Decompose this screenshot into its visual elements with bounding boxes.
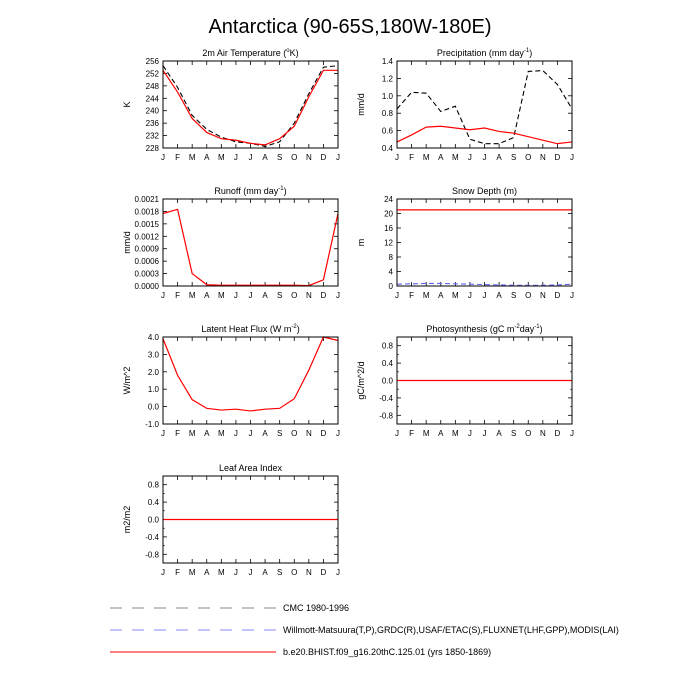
x-tick-label: J (161, 568, 165, 577)
panel-title-rest: day (519, 324, 535, 334)
panel-title (214, 186, 286, 196)
x-tick-label: J (570, 291, 574, 300)
x-tick-label: M (217, 291, 225, 300)
x-tick-label: J (248, 153, 253, 162)
y-tick-label: 0.0 (381, 376, 393, 386)
x-tick-label: A (438, 153, 444, 162)
x-tick-label: A (204, 291, 210, 300)
y-tick-label: 0.4 (381, 144, 393, 153)
x-tick-label: J (248, 429, 253, 438)
x-tick-label: N (539, 153, 546, 162)
x-tick-label: O (525, 291, 532, 300)
y-tick-label: -0.8 (379, 411, 393, 421)
x-tick-label: M (451, 291, 459, 300)
y-tick-label: 2.0 (147, 367, 159, 377)
x-tick-label: S (510, 291, 517, 300)
x-tick-label: J (161, 291, 165, 300)
x-tick-label: J (467, 291, 472, 300)
x-tick-label: O (291, 153, 298, 162)
legend-label: CMC 1980-1996 (283, 603, 350, 613)
x-tick-label: D (320, 568, 327, 577)
y-tick-label: 228 (145, 144, 159, 153)
series-line (163, 70, 338, 145)
y-tick-label: -1.0 (145, 420, 159, 429)
y-tick-label: 0.4 (147, 498, 159, 508)
x-tick-label: M (422, 291, 430, 300)
panel-1 (122, 48, 340, 162)
x-tick-label: F (175, 153, 181, 162)
panel-title-rest: ) (296, 324, 300, 334)
y-tick-label: 24 (384, 195, 393, 204)
x-tick-label: M (217, 153, 225, 162)
panel-title-main: Latent Heat Flux (W m (201, 324, 292, 334)
x-tick-label: S (276, 429, 283, 438)
x-tick-label: M (217, 429, 225, 438)
x-tick-label: J (161, 429, 165, 438)
panel-title-sup: -2 (514, 324, 520, 330)
y-tick-label: 252 (145, 69, 159, 79)
x-tick-label: A (438, 429, 444, 438)
y-tick-label: 0.8 (381, 341, 393, 351)
x-tick-label: M (451, 429, 459, 438)
x-tick-label: M (217, 568, 225, 577)
y-tick-label: -0.4 (379, 393, 393, 403)
panel-title-rest: K) (289, 48, 299, 58)
y-tick-label: 0.0006 (134, 257, 159, 267)
panel-title-main: Runoff (mm day (214, 186, 279, 196)
panel-title-main: Snow Depth (m) (451, 186, 518, 196)
x-tick-label: N (305, 153, 312, 162)
x-tick-label: O (525, 429, 532, 438)
x-tick-label: F (175, 568, 181, 577)
y-tick-label: 16 (384, 224, 393, 233)
series-line (163, 337, 338, 411)
x-tick-label: A (496, 153, 502, 162)
y-axis-label: m2/m2 (122, 505, 132, 534)
panel-title-main: Leaf Area Index (218, 463, 283, 473)
y-axis-label: mm/d (122, 231, 132, 254)
x-tick-label: O (525, 153, 532, 162)
series-line (397, 126, 572, 143)
x-tick-label: M (188, 429, 196, 438)
y-tick-label: 0 (388, 282, 393, 291)
x-tick-label: A (204, 568, 210, 577)
panel-6 (356, 324, 574, 438)
y-tick-label: 0.0 (147, 515, 159, 525)
panel-title (437, 48, 532, 58)
x-tick-label: A (262, 153, 268, 162)
x-tick-label: J (233, 429, 238, 438)
x-tick-label: J (248, 291, 253, 300)
x-tick-label: D (554, 291, 561, 300)
y-tick-label: 0.8 (147, 480, 159, 490)
x-tick-label: M (188, 568, 196, 577)
panel-2 (356, 48, 574, 162)
x-tick-label: A (438, 291, 444, 300)
x-tick-label: A (496, 429, 502, 438)
x-tick-label: A (262, 291, 268, 300)
x-tick-label: J (482, 291, 487, 300)
x-tick-label: J (233, 153, 238, 162)
panel-title-main: Precipitation (mm day (436, 48, 524, 58)
x-tick-label: J (336, 291, 340, 300)
y-axis-label: K (122, 101, 132, 108)
x-tick-label: M (188, 153, 196, 162)
panel-3 (122, 186, 340, 300)
legend-label: b.e20.BHIST.f09_g16.20thC.125.01 (yrs 1850-1869) (283, 647, 492, 657)
x-tick-label: N (305, 568, 312, 577)
y-axis-label: W/m^2 (122, 366, 132, 395)
x-tick-label: N (539, 291, 546, 300)
panel-5 (122, 324, 340, 438)
y-tick-label: 232 (145, 131, 159, 141)
y-tick-label: 0.0018 (134, 207, 159, 217)
plot-frame (163, 199, 338, 286)
x-tick-label: M (422, 429, 430, 438)
main-title: Antarctica (90-65S,180W-180E) (208, 16, 492, 38)
y-tick-label: 0.0 (147, 402, 159, 412)
panel-title (201, 324, 299, 334)
x-tick-label: J (233, 291, 238, 300)
panel-title-sup2: -1 (534, 324, 540, 330)
x-tick-label: A (204, 153, 210, 162)
x-tick-label: S (510, 153, 517, 162)
y-tick-label: 0.0009 (134, 244, 159, 254)
panel-title-rest: ) (529, 48, 533, 58)
x-tick-label: N (539, 429, 546, 438)
x-tick-label: M (422, 153, 430, 162)
x-tick-label: A (262, 429, 268, 438)
legend-label: Willmott-Matsuura(T,P),GRDC(R),USAF/ETAC(S),FLUXNET(LHF,GPP),MODIS(LAI) (283, 625, 619, 635)
x-tick-label: N (305, 429, 312, 438)
panel-title (202, 48, 298, 58)
x-tick-label: D (554, 429, 561, 438)
panel-title (452, 186, 517, 196)
y-tick-label: 244 (145, 94, 159, 104)
x-tick-label: J (570, 153, 574, 162)
x-tick-label: F (409, 429, 415, 438)
x-tick-label: D (320, 291, 327, 300)
x-tick-label: J (395, 429, 399, 438)
y-tick-label: 248 (145, 81, 159, 91)
series-line (163, 66, 338, 147)
y-tick-label: 1.4 (381, 57, 393, 66)
panel-title-sup: -2 (291, 324, 297, 330)
panel-title-sup: -1 (523, 48, 530, 54)
y-tick-label: 1.0 (147, 385, 159, 395)
y-tick-label: 0.0012 (134, 232, 159, 242)
x-tick-label: M (188, 291, 196, 300)
y-tick-label: 8 (388, 253, 393, 262)
y-tick-label: 0.0003 (134, 269, 159, 279)
y-tick-label: 4.0 (147, 333, 159, 342)
panel-title-sup: -1 (278, 186, 284, 192)
x-tick-label: O (291, 568, 298, 577)
x-tick-label: S (510, 429, 517, 438)
x-tick-label: M (451, 153, 459, 162)
x-tick-label: F (409, 153, 415, 162)
legend (110, 603, 619, 657)
x-tick-label: F (175, 291, 181, 300)
panels (122, 48, 574, 577)
x-tick-label: D (554, 153, 561, 162)
x-tick-label: F (409, 291, 415, 300)
y-tick-label: 1.0 (381, 91, 393, 101)
x-tick-label: J (482, 153, 487, 162)
panel-title-rest: ) (283, 186, 287, 196)
x-tick-label: A (496, 291, 502, 300)
panel-title-end: ) (539, 324, 543, 334)
y-axis-label: m (356, 238, 366, 247)
panel-7 (122, 463, 340, 577)
y-tick-label: -0.4 (145, 532, 159, 542)
panel-4 (356, 186, 574, 300)
series-line (163, 209, 338, 285)
x-tick-label: O (291, 429, 298, 438)
x-tick-label: S (276, 153, 283, 162)
x-tick-label: A (262, 568, 268, 577)
plot-frame (163, 61, 338, 148)
x-tick-label: N (305, 291, 312, 300)
x-tick-label: J (395, 291, 399, 300)
x-tick-label: D (320, 153, 327, 162)
x-tick-label: S (276, 568, 283, 577)
y-tick-label: 0.0000 (134, 282, 159, 291)
x-tick-label: J (336, 429, 340, 438)
panel-title (219, 463, 283, 473)
y-tick-label: 0.0015 (134, 219, 159, 229)
x-tick-label: J (467, 429, 472, 438)
x-tick-label: J (336, 153, 340, 162)
x-tick-label: O (291, 291, 298, 300)
x-tick-label: J (161, 153, 165, 162)
x-tick-label: J (336, 568, 340, 577)
x-tick-label: J (570, 429, 574, 438)
y-tick-label: 3.0 (147, 350, 159, 360)
y-tick-label: 0.6 (381, 126, 393, 136)
x-tick-label: D (320, 429, 327, 438)
y-tick-label: 256 (145, 57, 159, 66)
y-tick-label: 1.2 (381, 74, 393, 84)
panel-title-main: Photosynthesis (gC m (426, 324, 515, 334)
x-tick-label: J (482, 429, 487, 438)
y-tick-label: -0.8 (145, 550, 159, 560)
plot-frame (397, 199, 572, 286)
y-tick-label: 12 (384, 238, 393, 248)
x-tick-label: A (204, 429, 210, 438)
y-tick-label: 0.0021 (134, 195, 159, 204)
x-tick-label: J (395, 153, 399, 162)
y-tick-label: 240 (145, 106, 159, 116)
panel-title (426, 324, 542, 334)
y-tick-label: 236 (145, 119, 159, 129)
panel-title-sup: o (286, 48, 290, 54)
series-line (397, 71, 572, 144)
x-tick-label: J (248, 568, 253, 577)
y-tick-label: 0.4 (381, 359, 393, 369)
y-tick-label: 0.8 (381, 109, 393, 119)
y-tick-label: 4 (388, 267, 393, 277)
x-tick-label: J (467, 153, 472, 162)
y-tick-label: 20 (384, 209, 393, 219)
panel-title-main: 2m Air Temperature ( (202, 48, 287, 58)
x-tick-label: J (233, 568, 238, 577)
y-axis-label: gC/m^2/d (356, 361, 366, 400)
x-tick-label: F (175, 429, 181, 438)
y-axis-label: mm/d (356, 93, 366, 116)
x-tick-label: S (276, 291, 283, 300)
